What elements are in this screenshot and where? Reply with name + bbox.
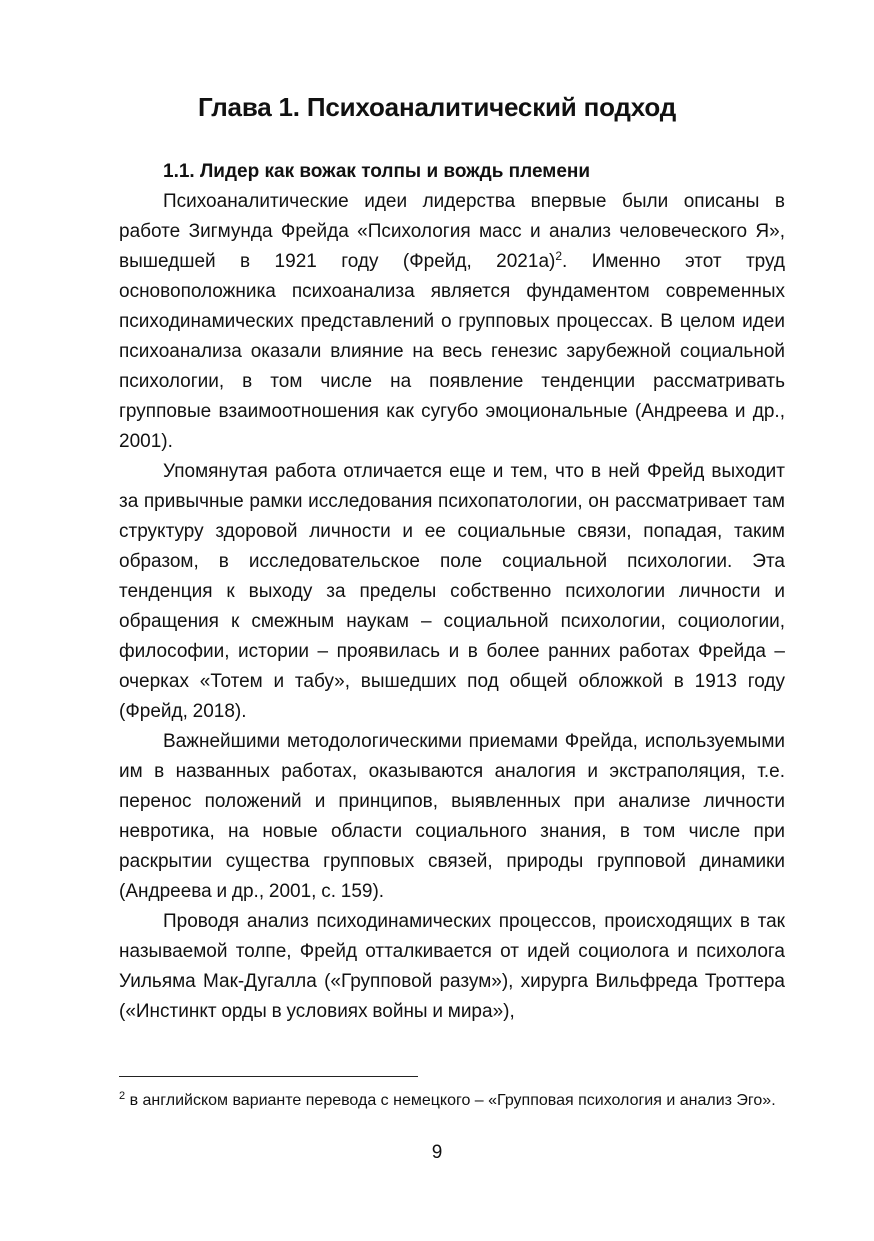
body-text bbox=[119, 157, 785, 1027]
paragraph-1 bbox=[119, 187, 785, 457]
paragraph-4: Проводя анализ психодинамических процессов, происходящих в так называемой толпе, Фрейд отталкивается от идей социолога и психолога Уильяма Мак-Дугалла («Групповой разум»), хирурга Вильфреда Троттера («Инстинкт орды в условиях войны и мира»), bbox=[119, 911, 785, 1022]
paragraph-2: Упомянутая работа отличается еще и тем, что в ней Фрейд выходит за привычные рамки исследования психопатологии, он рассматривает там структуру здоровой личности и ее социальные связи, попадая, таким образом, в исследовательское поле социальной психологии. Эта тенденция к выходу за пределы собственно психологии личности и обращения к смежным наукам – социальной психологии, социологии, философии, истории – проявилась и в более ранних работах Фрейда – очерках «Тотем и табу», вышедших под общей обложкой в 1913 году (Фрейд, 2018). bbox=[119, 461, 785, 722]
paragraph-3: Важнейшими методологическими приемами Фрейда, используемыми им в названных работах, оказываются аналогия и экстраполяция, т.е. перенос положений и принципов, выявленных при анализе личности невротика, на новые области социального знания, в том числе при раскрытии существа групповых связей, природы групповой динамики (Андреева и др., 2001, с. 159). bbox=[119, 731, 785, 902]
footnote-marker: 2 bbox=[119, 1090, 126, 1102]
footnote-text: в английском варианте перевода с немецкого – «Групповая психология и анализ Эго». bbox=[125, 1092, 776, 1109]
footnote-reference[interactable]: 2 bbox=[555, 249, 563, 263]
footnote-separator bbox=[119, 1076, 418, 1077]
chapter-title: Глава 1. Психоаналитический подход bbox=[198, 92, 676, 122]
footnote bbox=[119, 1087, 785, 1114]
section-title: 1.1. Лидер как вожак толпы и вождь племени bbox=[163, 161, 591, 182]
paragraph-1-text: Психоаналитические идеи лидерства впервые были описаны в работе Зигмунда Фрейда «Психология масс и анализ человеческого Я», вышедшей в 1921 году (Фрейд, 2021а) bbox=[119, 191, 785, 272]
page-number: 9 bbox=[431, 1142, 443, 1163]
paragraph-1-text-continued: . Именно этот труд основоположника психоанализа является фундаментом современных психодинамических представлений о групповых процессах. В целом идеи психоанализа оказали влияние на весь генезис зарубежной социальной психологии, в том числе на появление тенденции рассматривать групповые взаимоотношения как сугубо эмоциональные (Андреева и др., 2001). bbox=[119, 251, 785, 452]
